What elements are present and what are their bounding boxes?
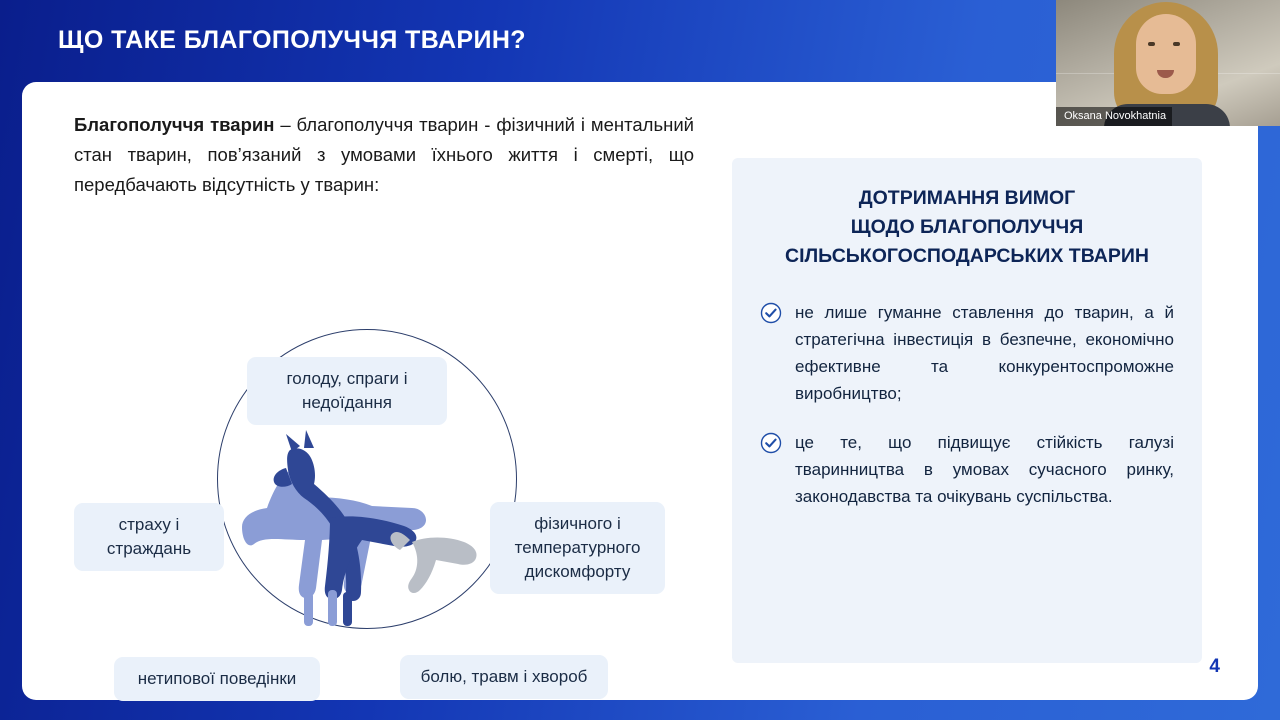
chip-abnormal-behaviour: нетипової поведінки [114, 657, 320, 701]
chip-physical-thermal-discomfort: фізичного і температурного дискомфорту [490, 502, 665, 594]
list-item-text: це те, що підвищує стійкість галузі тваринництва в умовах сучасного ринку, законодавства та очікувань суспільства. [795, 433, 1174, 506]
intro-lead-term: Благополуччя тварин [74, 114, 275, 135]
content-card [22, 82, 1258, 700]
speaker-eye-right [1173, 42, 1180, 46]
panel-title-line-2: ЩОДО БЛАГОПОЛУЧЧЯ [850, 216, 1084, 238]
panel-title-line-1: ДОТРИМАННЯ ВИМОГ [858, 187, 1076, 209]
webcam-overlay[interactable] [1056, 0, 1280, 126]
speaker-name-label: Oksana Novokhatnia [1056, 107, 1172, 126]
chip-pain-injury-disease: болю, травм і хвороб [400, 655, 608, 699]
intro-body-text: – благополуччя тварин - фізичний і ментальний стан тварин, пов’язаний з умовами їхнього життя і смерті, що передбачають відсутність у тварин: [74, 114, 694, 195]
welfare-circle-diagram [52, 267, 692, 687]
list-item [760, 429, 1174, 510]
speaker-face [1136, 14, 1196, 94]
check-circle-icon [760, 432, 782, 454]
panel-title-line-3: СІЛЬСЬКОГОСПОДАРСЬКИХ ТВАРИН [785, 245, 1149, 267]
list-item [760, 299, 1174, 407]
chip-hunger-thirst: голоду, спраги і недоїдання [247, 357, 447, 425]
panel-bullet-list [760, 299, 1174, 510]
check-circle-icon [760, 302, 782, 324]
list-item-text: не лише гуманне ставлення до тварин, а й стратегічна інвестиція в безпечне, економічно ефективне та конкурентоспроможне виробництво; [795, 303, 1174, 403]
requirements-panel [732, 158, 1202, 663]
speaker-eye-left [1148, 42, 1155, 46]
farm-animals-illustration [212, 422, 522, 652]
intro-paragraph [74, 110, 694, 200]
chip-fear-suffering: страху і страждань [74, 503, 224, 571]
panel-title [760, 184, 1174, 271]
page-number: 4 [1209, 656, 1220, 677]
page-title: ЩО ТАКЕ БЛАГОПОЛУЧЧЯ ТВАРИН? [58, 26, 526, 54]
